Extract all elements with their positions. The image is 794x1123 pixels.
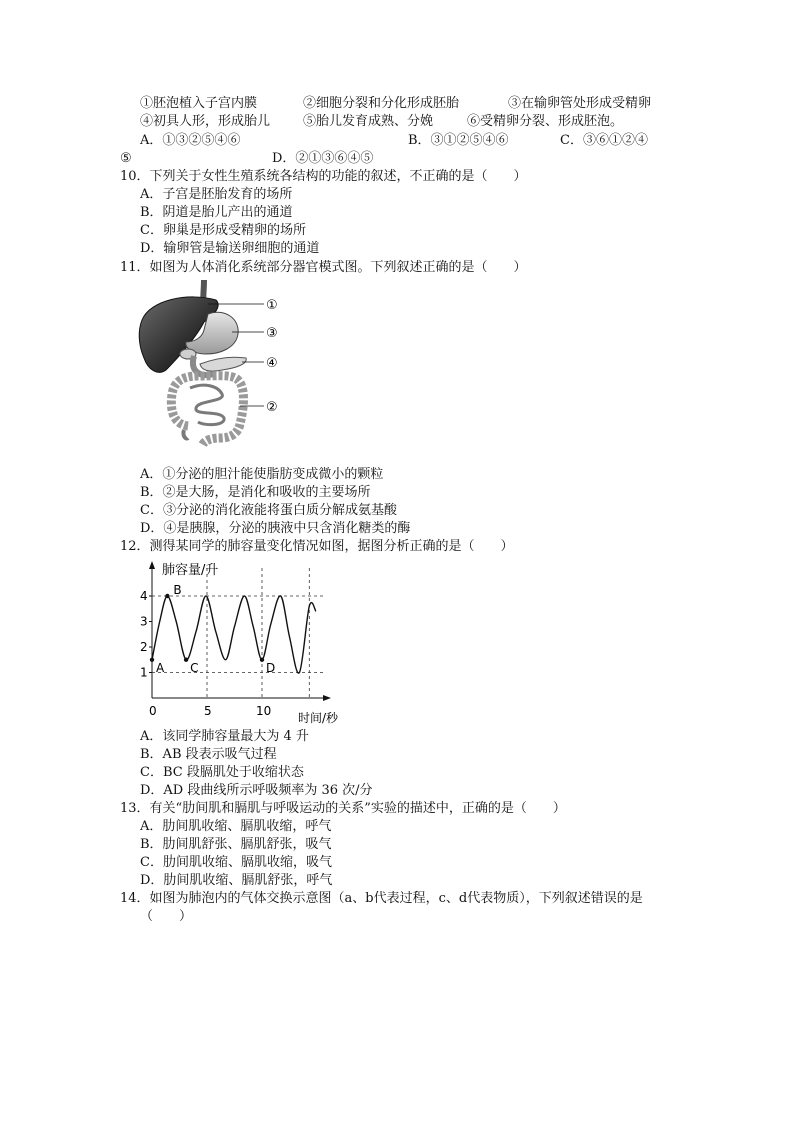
q13-option-b: B．肋间肌舒张、膈肌舒张，吸气 [140, 837, 332, 852]
q12-option-c: C．BC 段膈肌处于收缩状态 [140, 765, 304, 780]
y-tick-label: 2 [140, 640, 148, 654]
organ-label-4: ④ [266, 356, 278, 371]
q9-step: ③在输卵管处形成受精卵 [508, 96, 652, 111]
q13-option-a: A．肋间肌收缩、膈肌收缩，呼气 [140, 819, 332, 834]
q10-option-a: A．子宫是胚胎发育的场所 [140, 187, 293, 202]
q10-stem: 10．下列关于女性生殖系统各结构的功能的叙述，不正确的是（ ） [120, 169, 527, 184]
x-axis-label: 时间/秒 [298, 711, 339, 725]
x-axis-arrow [323, 695, 331, 701]
q11-option-d: D．④是胰腺，分泌的胰液中只含消化糖类的酶 [140, 521, 411, 536]
q10-option-c: C．卵巢是形成受精卵的场所 [140, 223, 306, 238]
q11-option-c: C．③分泌的消化液能将蛋白质分解成氨基酸 [140, 503, 397, 518]
y-tick-label: 4 [140, 589, 148, 603]
q9-step: ⑥受精卵分裂、形成胚泡。 [467, 114, 624, 129]
lung-capacity-chart [130, 556, 360, 728]
q14-stem: 14．如图为肺泡内的气体交换示意图（a、b代表过程，c、d代表物质），下列叙述错误的是 [120, 891, 643, 906]
y-tick-label: 3 [140, 614, 148, 629]
point-label-d: D [266, 660, 276, 675]
q9-option-b: B．③①②⑤④⑥ [408, 133, 509, 148]
q9-option-c-wrap: ⑤ [120, 151, 132, 166]
q11-option-a: A．①分泌的胆汁能使脂肪变成微小的颗粒 [140, 467, 384, 482]
q9-step: ②细胞分裂和分化形成胚胎 [303, 96, 460, 111]
point-label-c: C [190, 660, 199, 675]
point-c [184, 658, 188, 662]
y-axis-arrow [149, 561, 155, 569]
q10-option-d: D．输卵管是输送卵细胞的通道 [140, 241, 320, 256]
q9-step: ⑤胎儿发育成熟、分娩 [303, 114, 434, 129]
pancreas-shape [200, 357, 246, 371]
x-tick-label: 0 [149, 704, 157, 718]
q10-option-b: B．阴道是胎儿产出的通道 [140, 205, 293, 220]
q9-option-c: C．③⑥①②④ [560, 133, 648, 148]
q12-stem: 12．测得某同学的肺容量变化情况如图，据图分析正确的是（ ） [120, 539, 514, 554]
small-intestine-shape [190, 385, 224, 425]
q14-stem-paren: （ ） [140, 909, 193, 924]
q9-steps-row-2 [140, 113, 623, 131]
x-tick-label: 10 [256, 704, 272, 718]
y-tick-label: 1 [140, 665, 148, 680]
q9-option-a: A．①③②⑤④⑥ [140, 133, 241, 148]
point-b [165, 594, 169, 598]
point-a [150, 658, 154, 662]
q12-option-a: A．该同学肺容量最大为 4 升 [140, 729, 309, 744]
q13-option-d: D．肋间肌收缩、膈肌舒张，呼气 [140, 873, 333, 888]
appendix-shape [183, 430, 188, 439]
q9-steps-row-1 [140, 95, 651, 113]
q9-option-d: D．②①③⑥④⑤ [272, 151, 374, 166]
q9-step: ①胚泡植入子宫内膜 [140, 96, 258, 111]
q12-option-b: B．AB 段表示吸气过程 [140, 747, 277, 762]
point-d [260, 658, 264, 662]
x-tick-label: 5 [204, 704, 212, 718]
organ-label-3: ③ [266, 326, 278, 341]
organ-label-1: ① [266, 298, 278, 313]
lung-capacity-curve [152, 596, 316, 673]
organ-label-2: ② [266, 400, 278, 415]
q9-step: ④初具人形，形成胎儿 [140, 114, 271, 129]
q13-option-c: C．肋间肌收缩、膈肌收缩，吸气 [140, 855, 332, 870]
q12-option-d: D．AD 段曲线所示呼吸频率为 36 次/分 [140, 783, 373, 798]
q11-option-b: B．②是大肠，是消化和吸收的主要场所 [140, 485, 371, 500]
digestive-system-figure [128, 278, 298, 448]
point-label-b: B [173, 583, 182, 597]
q11-stem: 11．如图为人体消化系统部分器官模式图。下列叙述正确的是（ ） [120, 260, 527, 275]
point-label-a: A [156, 660, 165, 675]
y-axis-label: 肺容量/升 [162, 563, 219, 578]
q13-stem: 13．有关“肋间肌和膈肌与呼吸运动的关系”实验的描述中，正确的是（ ） [120, 801, 566, 816]
